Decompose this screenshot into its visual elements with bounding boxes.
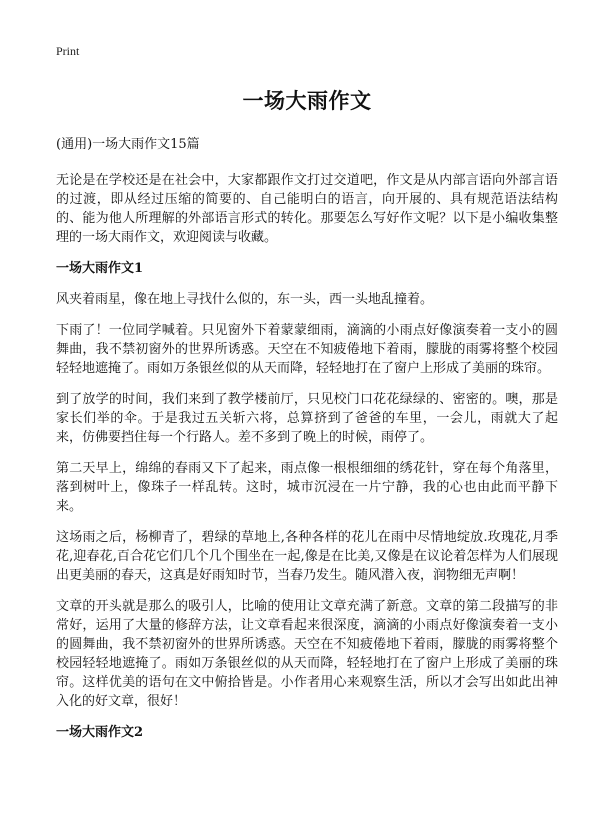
document-subtitle: (通用)一场大雨作文15篇 [56,137,200,152]
body-paragraph: 下雨了！一位同学喊着。只见窗外下着蒙蒙细雨，滴滴的小雨点好像演奏着一支小的圆舞曲，我不禁初窗外的世界所诱惑。天空在不知疲倦地下着雨，朦胧的雨雾将整个校园轻轻地遮掩了。雨如万条银丝似的从天而降，轻轻地打在了窗户上形成了美丽的珠帘。 [56,323,558,376]
section-heading: 一场大雨作文2 [56,725,144,740]
print-link[interactable]: Print [56,44,80,58]
body-paragraph: 到了放学的时间，我们来到了教学楼前厅，只见校门口花花绿绿的、密密的。噢，那是家长们举的伞。于是我过五关斩六将，总算挤到了爸爸的车里，一会儿，雨就大了起来，仿佛要挡住每一个行路人。差不多到了晚上的时候，雨停了。 [56,392,558,445]
section-heading: 一场大雨作文1 [56,261,144,276]
intro-paragraph: 无论是在学校还是在社会中，大家都跟作文打过交道吧，作文是从内部言语向外部言语的过渡，即从经过压缩的简要的、自己能明白的语言，向开展的、具有规范语法结构的、能为他人所理解的外部语言形式的转化。那要怎么写好作文呢？以下是小编收集整理的一场大雨作文，欢迎阅读与收藏。 [56,173,558,245]
body-paragraph: 这场雨之后，杨柳青了，碧绿的草地上,各种各样的花儿在雨中尽情地绽放.玫瑰花,月季花,迎春花,百合花它们几个几个围坐在一起,像是在比美,又像是在议论着怎样为人们展现出更美丽的春天，这真是好雨知时节，当春乃发生。随风潜入夜，润物细无声啊！ [56,530,558,583]
body-paragraph: 第二天早上，绵绵的春雨又下了起来，雨点像一根根细细的绣花针，穿在每个角落里，落到树叶上，像珠子一样乱转。这时，城市沉浸在一片宁静，我的心也由此而平静下来。 [56,461,558,514]
body-paragraph: 文章的开头就是那么的吸引人，比喻的使用让文章充满了新意。文章的第二段描写的非常好，运用了大量的修辞方法，让文章看起来很深度，滴滴的小雨点好像演奏着一支小的圆舞曲，我不禁初窗外的世界所诱惑。天空在不知疲倦地下着雨，朦胧的雨雾将整个校园轻轻地遮掩了。雨如万条银丝似的从天而降，轻轻地打在了窗户上形成了美丽的珠帘。这样优美的语句在文中俯拾皆是。小作者用心来观察生活，所以才会写出如此出神入化的好文章，很好！ [56,599,558,709]
page-title: 一场大雨作文 [242,89,372,113]
body-paragraph: 风夹着雨星，像在地上寻找什么似的，东一头，西一头地乱撞着。 [56,292,434,307]
